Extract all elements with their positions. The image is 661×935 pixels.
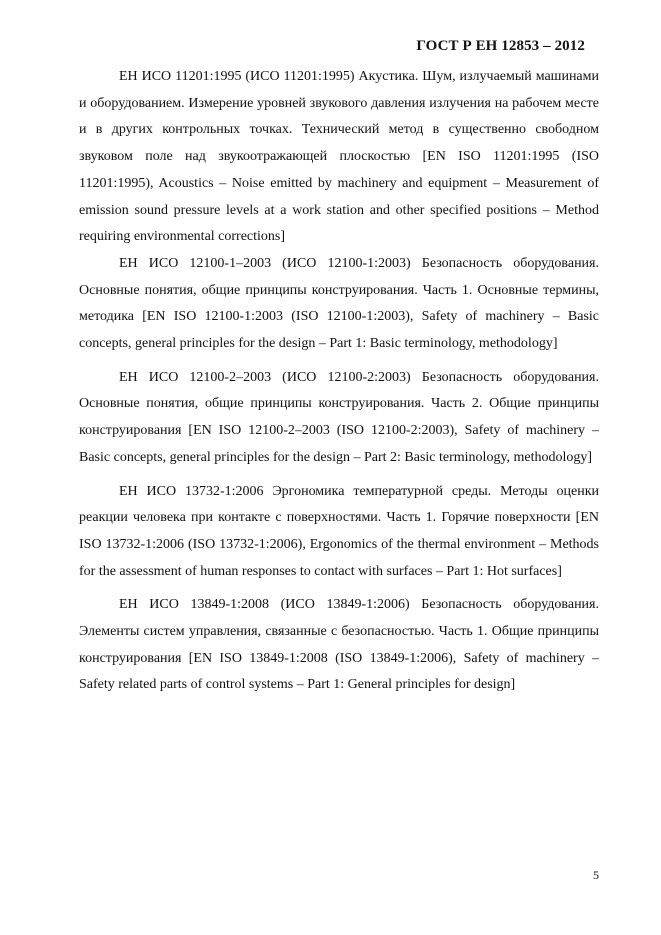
document-standard-header: ГОСТ Р ЕН 12853 – 2012 bbox=[416, 38, 585, 54]
reference-paragraph: ЕН ИСО 11201:1995 (ИСО 11201:1995) Акустика. Шум, излучаемый машинами и оборудованием. Измерение уровней звукового давления излучения на рабочем месте и в других контрольных точках. Технический метод в существенно свободном звуковом поле над звукоотражающей плоскостью [EN ISO 11201:1995 (ISO 11201:1995), Acoustics – Noise emitted by machinery and equipment – Measurement of emission sound pressure levels at a work station and other specified positions – Method requiring environmental corrections] bbox=[79, 69, 599, 245]
references-list bbox=[79, 64, 599, 699]
reference-paragraph: ЕН ИСО 12100-1–2003 (ИСО 12100-1:2003) Безопасность оборудования. Основные понятия, общие принципы конструирования. Часть 1. Основные термины, методика [EN ISO 12100-1:2003 (ISO 12100-1:2003), Safety of machinery – Basic concepts, general principles for the design – Part 1: Basic terminology, methodology] bbox=[79, 255, 599, 352]
reference-paragraph: ЕН ИСО 12100-2–2003 (ИСО 12100-2:2003) Безопасность оборудования. Основные понятия, общие принципы конструирования. Часть 2. Общие принципы конструирования [EN ISO 12100-2–2003 (ISO 12100-2:2003), Safety of machinery – Basic concepts, general principles for the design – Part 2: Basic terminology, methodology] bbox=[79, 369, 599, 465]
page-number: 5 bbox=[593, 868, 599, 882]
reference-paragraph: ЕН ИСО 13732-1:2006 Эргономика температурной среды. Методы оценки реакции человека при контакте с поверхностями. Часть 1. Горячие поверхности [EN ISO 13732-1:2006 (ISO 13732-1:2006), Ergonomics of the thermal environment – Methods for the assessment of human responses to contact with surfaces – Part 1: Hot surfaces] bbox=[79, 483, 599, 579]
reference-paragraph: ЕН ИСО 13849-1:2008 (ИСО 13849-1:2006) Безопасность оборудования. Элементы систем управления, связанные с безопасностью. Часть 1. Общие принципы конструирования [EN ISO 13849-1:2008 (ISO 13849-1:2006), Safety of machinery – Safety related parts of control systems – Part 1: General principles for design] bbox=[79, 597, 599, 693]
